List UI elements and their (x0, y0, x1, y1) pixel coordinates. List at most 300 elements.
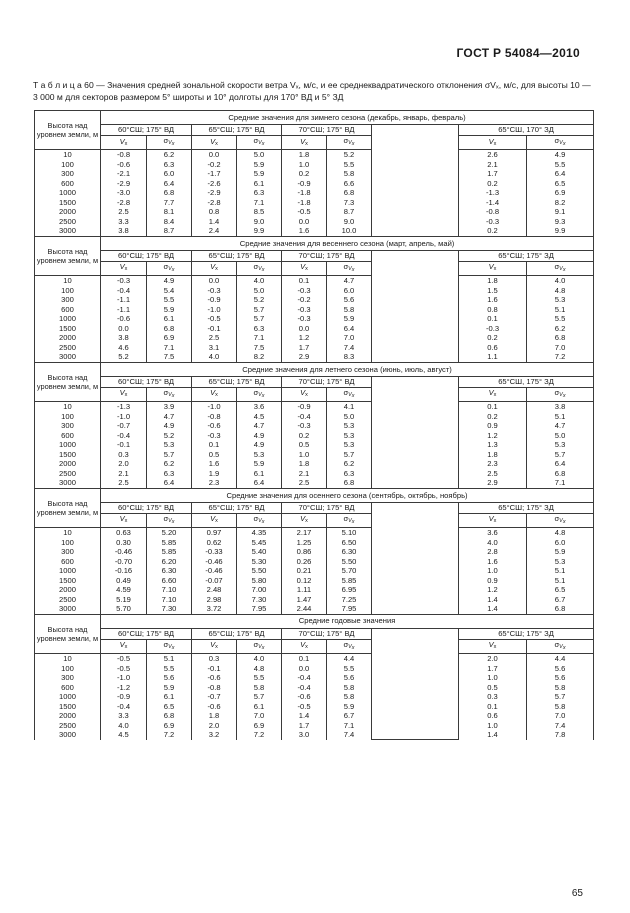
sector-header-row (35, 125, 594, 136)
table-value: 4.0 (554, 276, 566, 286)
table-value: 6.30 (161, 566, 177, 576)
value-cell (101, 654, 147, 740)
table-value: 6.3 (253, 323, 265, 333)
table-value: 5.85 (161, 537, 177, 547)
table-value: 4.8 (554, 528, 566, 538)
value-cell (192, 276, 237, 363)
value-cell (459, 402, 527, 489)
table-value: 5.6 (343, 295, 355, 305)
data-row (35, 528, 594, 615)
table-value: 1.6 (487, 556, 498, 566)
table-value: 7.10 (161, 585, 177, 595)
value-cell (527, 402, 594, 489)
block-title-row (35, 362, 594, 376)
vx-header: $V_x$ (459, 513, 527, 527)
table-value: 6.1 (163, 314, 175, 324)
table-value: 2.9 (487, 478, 498, 488)
table-value: 5.50 (251, 566, 267, 576)
table-value: 5.7 (253, 314, 265, 324)
sector-header: 65°СШ; 175° ВД (192, 502, 282, 513)
table-value: -0.4 (297, 411, 311, 421)
table-value: -0.6 (116, 314, 131, 324)
sector-header: 70°СШ; 175° ВД (282, 628, 372, 639)
vx-header: $V_x$ (101, 261, 147, 275)
table-value: 4.0 (487, 537, 498, 547)
table-value: 4.59 (116, 585, 131, 595)
table-value: 7.4 (554, 720, 566, 730)
table-value: 0.1 (298, 654, 310, 664)
table-value: 2.1 (118, 468, 129, 478)
table-value: 8.7 (343, 207, 355, 217)
table-value: 6.1 (253, 468, 265, 478)
table-value: -2.9 (116, 178, 131, 188)
column-subheader-row (35, 387, 594, 401)
height-value: 300 (61, 547, 74, 557)
table-value: 3.8 (118, 333, 129, 343)
table-value: -0.5 (297, 207, 311, 217)
table-value: 3.72 (206, 604, 222, 614)
table-value: 5.6 (163, 673, 175, 683)
block-title: Средние годовые значения (101, 614, 594, 628)
table-value: 4.35 (251, 528, 267, 538)
table-value: 7.5 (253, 342, 265, 352)
table-value: 6.8 (163, 323, 175, 333)
table-value: 0.2 (298, 169, 310, 179)
table-value: 8.1 (163, 207, 175, 217)
data-row (35, 654, 594, 740)
value-cell (327, 276, 372, 363)
table-value: 6.4 (343, 323, 355, 333)
vx-header: $V_x$ (459, 639, 527, 653)
sigma-header: $\sigma_{V_x}$ (147, 513, 192, 527)
table-value: 4.4 (554, 654, 566, 664)
table-value: 6.3 (163, 159, 175, 169)
table-value: 5.0 (554, 430, 566, 440)
table-value: 6.1 (253, 701, 265, 711)
sigma-header: $\sigma_{V_x}$ (327, 513, 372, 527)
table-value: 5.0 (343, 411, 355, 421)
table-value: 0.63 (116, 528, 131, 538)
table-value: 2.98 (206, 594, 222, 604)
vx-header: $V_x$ (192, 513, 237, 527)
caption-prefix: Т а б л и ц а 60 — (33, 80, 108, 90)
table-value: 6.2 (343, 459, 355, 469)
table-value: 5.8 (554, 682, 566, 692)
height-value: 1500 (59, 575, 76, 585)
heights-cell (35, 528, 101, 615)
table-value: 6.7 (554, 594, 566, 604)
table-value: 4.1 (343, 402, 355, 412)
table-value: 6.3 (163, 468, 175, 478)
table-value: 5.3 (163, 440, 175, 450)
table-value: 1.11 (296, 585, 312, 595)
table-value: 6.3 (343, 468, 355, 478)
table-value: 5.19 (116, 594, 131, 604)
table-value: 3.0 (298, 730, 310, 740)
table-value: 6.3 (253, 188, 265, 198)
height-value: 600 (61, 304, 74, 314)
table-value: 1.4 (487, 594, 498, 604)
table-value: 5.3 (343, 440, 355, 450)
table-value: 0.1 (208, 440, 220, 450)
column-subheader-row (35, 261, 594, 275)
table-value: 6.95 (341, 585, 357, 595)
table-value: 5.5 (163, 295, 175, 305)
height-value: 600 (61, 556, 74, 566)
sector-header: 65°СШ; 175° ВД (192, 628, 282, 639)
table-value: 2.48 (206, 585, 222, 595)
table-value: 5.85 (341, 575, 357, 585)
table-value: -0.5 (207, 314, 221, 324)
table-value: 5.5 (343, 159, 355, 169)
table-value: 1.4 (298, 711, 310, 721)
sector-header: 70°СШ; 175° ВД (282, 250, 372, 261)
sigma-header: $\sigma_{V_x}$ (327, 261, 372, 275)
value-cell (192, 654, 237, 740)
table-value: 5.3 (343, 430, 355, 440)
table-value: 1.6 (487, 295, 498, 305)
height-value: 600 (61, 682, 74, 692)
table-value: 2.8 (487, 547, 498, 557)
height-value: 10 (63, 150, 72, 160)
block-title: Средние значения для осеннего сезона (сентябрь, октябрь, ноябрь) (101, 488, 594, 502)
height-value: 3000 (59, 478, 76, 488)
table-value: 3.1 (208, 342, 220, 352)
table-value: 5.80 (251, 575, 267, 585)
table-value: 1.2 (487, 585, 498, 595)
table-value: 4.9 (163, 421, 175, 431)
table-value: 1.2 (298, 333, 310, 343)
sector-header: 60°СШ; 175° ВД (101, 250, 192, 261)
table-value: 0.9 (487, 575, 498, 585)
sigma-header: $\sigma_{V_x}$ (147, 387, 192, 401)
height-value: 1000 (59, 314, 76, 324)
table-value: 3.2 (208, 730, 220, 740)
table-value: 0.21 (296, 566, 312, 576)
table-value: 10.0 (341, 226, 357, 236)
table-value: 7.1 (343, 720, 355, 730)
vx-header: $V_x$ (282, 639, 327, 653)
block-title-row (35, 111, 594, 125)
table-value: 0.1 (487, 314, 498, 324)
table-value: -0.6 (207, 673, 221, 683)
table-value: 0.0 (118, 323, 129, 333)
table-value: -0.3 (297, 314, 311, 324)
table-value: 5.5 (253, 673, 265, 683)
table-value: -0.4 (116, 701, 131, 711)
table-value: 0.0 (208, 150, 220, 160)
sector-header: 65°СШ; 175° ВД (192, 376, 282, 387)
table-value: 8.2 (253, 352, 265, 362)
height-value: 100 (61, 663, 74, 673)
value-cell (101, 402, 147, 489)
table-value: -1.8 (297, 197, 311, 207)
sigma-header: $\sigma_{V_x}$ (147, 639, 192, 653)
height-value: 100 (61, 159, 74, 169)
data-row (35, 402, 594, 489)
table-value: 6.20 (161, 556, 177, 566)
table-value: 7.0 (343, 333, 355, 343)
table-value: 6.9 (163, 333, 175, 343)
table-value: 4.9 (163, 276, 175, 286)
empty-column (372, 250, 459, 362)
table-value: 0.8 (487, 304, 498, 314)
table-value: 1.8 (487, 276, 498, 286)
height-column-header: Высота над уровнем земли, м (35, 614, 101, 653)
value-cell (192, 150, 237, 237)
table-value: 6.8 (163, 711, 175, 721)
vx-header: $V_x$ (192, 136, 237, 150)
standard-number: ГОСТ Р 54084—2010 (456, 46, 580, 60)
value-cell (147, 276, 192, 363)
sigma-header: $\sigma_{V_x}$ (527, 261, 594, 275)
table-value: 0.1 (298, 276, 310, 286)
table-value: -0.07 (205, 575, 223, 585)
table-value: -1.3 (485, 188, 500, 198)
table-value: -0.6 (116, 159, 131, 169)
table-value: 0.6 (487, 711, 498, 721)
table-value: 5.1 (554, 575, 566, 585)
table-value: -0.5 (297, 701, 311, 711)
heights-cell (35, 276, 101, 363)
table-value: 2.5 (298, 478, 310, 488)
table-value: 5.6 (554, 663, 566, 673)
table-value: 2.0 (208, 720, 220, 730)
height-value: 300 (61, 295, 74, 305)
table-value: 0.2 (487, 333, 498, 343)
table-value: 6.4 (163, 178, 175, 188)
height-column-header: Высота над уровнем земли, м (35, 111, 101, 150)
table-value: 4.9 (253, 430, 265, 440)
value-cell (282, 402, 327, 489)
table-value: 0.86 (296, 547, 312, 557)
table-value: 1.47 (296, 594, 312, 604)
table-value: -0.46 (114, 547, 133, 557)
table-value: -0.2 (207, 159, 221, 169)
table-value: 3.3 (118, 711, 129, 721)
table-value: -2.9 (207, 188, 221, 198)
table-value: 3.6 (253, 402, 265, 412)
sector-header: 70°СШ; 175° ВД (282, 502, 372, 513)
table-value: -0.1 (207, 663, 221, 673)
wind-speed-table (34, 110, 594, 740)
table-value: 5.8 (253, 682, 265, 692)
table-value: 4.7 (343, 276, 355, 286)
table-value: 6.30 (341, 547, 357, 557)
sector-header: 65°СШ; 175° ВД (192, 125, 282, 136)
table-value: 5.5 (343, 663, 355, 673)
sector-header-row (35, 628, 594, 639)
table-value: -0.4 (116, 285, 131, 295)
table-value: 6.8 (343, 188, 355, 198)
table-value: 6.4 (163, 478, 175, 488)
table-value: 5.4 (163, 285, 175, 295)
table-value: 4.4 (343, 654, 355, 664)
table-value: 5.3 (343, 421, 355, 431)
height-value: 2500 (59, 594, 76, 604)
block-title: Средние значения для зимнего сезона (декабрь, январь, февраль) (101, 111, 594, 125)
table-value: 5.1 (554, 304, 566, 314)
height-column-header: Высота над уровнем земли, м (35, 362, 101, 401)
value-cell (327, 402, 372, 489)
vx-header: $V_x$ (282, 387, 327, 401)
table-value: 4.7 (253, 421, 265, 431)
data-row (35, 276, 594, 363)
table-value: 5.8 (554, 701, 566, 711)
value-cell (282, 528, 327, 615)
block-title-row (35, 236, 594, 250)
table-value: 5.1 (554, 411, 566, 421)
table-value: 6.5 (554, 178, 566, 188)
height-value: 2000 (59, 333, 76, 343)
table-value: 7.95 (251, 604, 267, 614)
table-value: 5.9 (163, 682, 175, 692)
sigma-header: $\sigma_{V_x}$ (237, 513, 282, 527)
sigma-header: $\sigma_{V_x}$ (237, 261, 282, 275)
table-value: 1.0 (298, 159, 310, 169)
data-row (35, 150, 594, 237)
table-value: 5.3 (554, 440, 566, 450)
table-value: 0.5 (208, 449, 220, 459)
table-value: -2.1 (116, 169, 131, 179)
table-value: 4.6 (118, 342, 129, 352)
table-value: 1.0 (298, 449, 310, 459)
table-value: -0.7 (207, 692, 221, 702)
table-value: 6.1 (163, 692, 175, 702)
table-value: 4.7 (554, 421, 566, 431)
table-value: -1.4 (485, 197, 500, 207)
value-cell (237, 150, 282, 237)
page-number: 65 (571, 888, 583, 899)
table-value: -0.9 (207, 295, 221, 305)
height-value: 1000 (59, 566, 76, 576)
height-value: 1000 (59, 692, 76, 702)
sector-header: 70°СШ; 175° ВД (282, 376, 372, 387)
table-value: 4.9 (253, 440, 265, 450)
value-cell (527, 654, 594, 740)
sector-header: 65°СШ; 175° ЗД (459, 250, 594, 261)
table-value: 5.7 (343, 449, 355, 459)
table-value: -0.70 (114, 556, 133, 566)
table-value: 3.9 (163, 402, 175, 412)
table-value: 6.5 (554, 585, 566, 595)
value-cell (527, 276, 594, 363)
height-value: 10 (63, 528, 72, 538)
value-cell (101, 276, 147, 363)
table-value: -0.6 (207, 701, 221, 711)
table-value: 2.1 (487, 159, 498, 169)
table-value: -0.3 (116, 276, 131, 286)
sector-header: 60°СШ; 175° ВД (101, 502, 192, 513)
value-cell (237, 276, 282, 363)
table-value: 9.9 (554, 226, 566, 236)
table-value: -0.9 (297, 402, 311, 412)
table-value: 3.8 (118, 226, 129, 236)
table-value: 5.9 (343, 314, 355, 324)
height-value: 2500 (59, 342, 76, 352)
vx-header: $V_x$ (192, 387, 237, 401)
table-value: 6.1 (253, 178, 265, 188)
table-value: -0.6 (297, 692, 311, 702)
height-value: 3000 (59, 604, 76, 614)
table-value: 1.7 (298, 720, 310, 730)
empty-column (372, 628, 459, 739)
table-value: 6.4 (253, 478, 265, 488)
sector-header: 65°СШ; 175° ЗД (459, 502, 594, 513)
table-value: 9.0 (343, 216, 355, 226)
table-value: -0.7 (116, 421, 131, 431)
table-value: 0.0 (298, 323, 310, 333)
table-value: 6.9 (554, 188, 566, 198)
table-value: 1.4 (208, 216, 220, 226)
table-value: 5.0 (253, 150, 265, 160)
table-value: 2.44 (296, 604, 312, 614)
vx-header: $V_x$ (192, 261, 237, 275)
table-value: 8.2 (554, 197, 566, 207)
table-value: -0.8 (207, 411, 221, 421)
block-title-row (35, 488, 594, 502)
table-value: 7.3 (343, 197, 355, 207)
empty-column (372, 502, 459, 614)
value-cell (237, 654, 282, 740)
table-value: 4.0 (253, 654, 265, 664)
table-value: -0.3 (207, 285, 221, 295)
table-value: 4.0 (208, 352, 220, 362)
table-value: 5.7 (554, 692, 566, 702)
table-value: 1.8 (298, 150, 310, 160)
table-value: 6.5 (163, 701, 175, 711)
table-value: 7.4 (343, 730, 355, 740)
table-value: 0.5 (487, 682, 498, 692)
value-cell (459, 150, 527, 237)
table-value: 5.5 (554, 314, 566, 324)
table-value: -0.3 (485, 323, 500, 333)
table-value: 2.4 (208, 226, 220, 236)
vx-header: $V_x$ (101, 136, 147, 150)
table-value: 0.9 (487, 421, 498, 431)
table-value: 6.9 (253, 720, 265, 730)
table-value: 5.2 (253, 295, 265, 305)
table-value: 2.17 (296, 528, 312, 538)
table-value: 5.5 (163, 663, 175, 673)
table-value: 4.8 (554, 285, 566, 295)
table-value: 0.5 (298, 440, 310, 450)
table-value: 0.2 (298, 430, 310, 440)
value-cell (327, 654, 372, 740)
table-value: 7.7 (163, 197, 175, 207)
value-cell (459, 528, 527, 615)
sector-header: 65°СШ, 175° ЗД (459, 376, 594, 387)
vx-header: $V_x$ (282, 136, 327, 150)
table-value: 7.30 (161, 604, 177, 614)
value-cell (327, 150, 372, 237)
table-value: 6.4 (554, 169, 566, 179)
height-column-header: Высота над уровнем земли, м (35, 236, 101, 275)
sigma-header: $\sigma_{V_x}$ (527, 136, 594, 150)
table-value: 0.2 (487, 411, 498, 421)
table-value: 1.8 (208, 711, 220, 721)
height-value: 2500 (59, 468, 76, 478)
table-value: -0.8 (485, 207, 500, 217)
table-value: 6.8 (343, 478, 355, 488)
vx-header: $V_x$ (282, 261, 327, 275)
vx-header: $V_x$ (101, 639, 147, 653)
table-value: -0.9 (116, 692, 131, 702)
block-title: Средние значения для летнего сезона (июнь, июль, август) (101, 362, 594, 376)
table-value: 5.1 (554, 566, 566, 576)
table-value: 6.8 (554, 468, 566, 478)
table-value: -1.0 (207, 402, 221, 412)
